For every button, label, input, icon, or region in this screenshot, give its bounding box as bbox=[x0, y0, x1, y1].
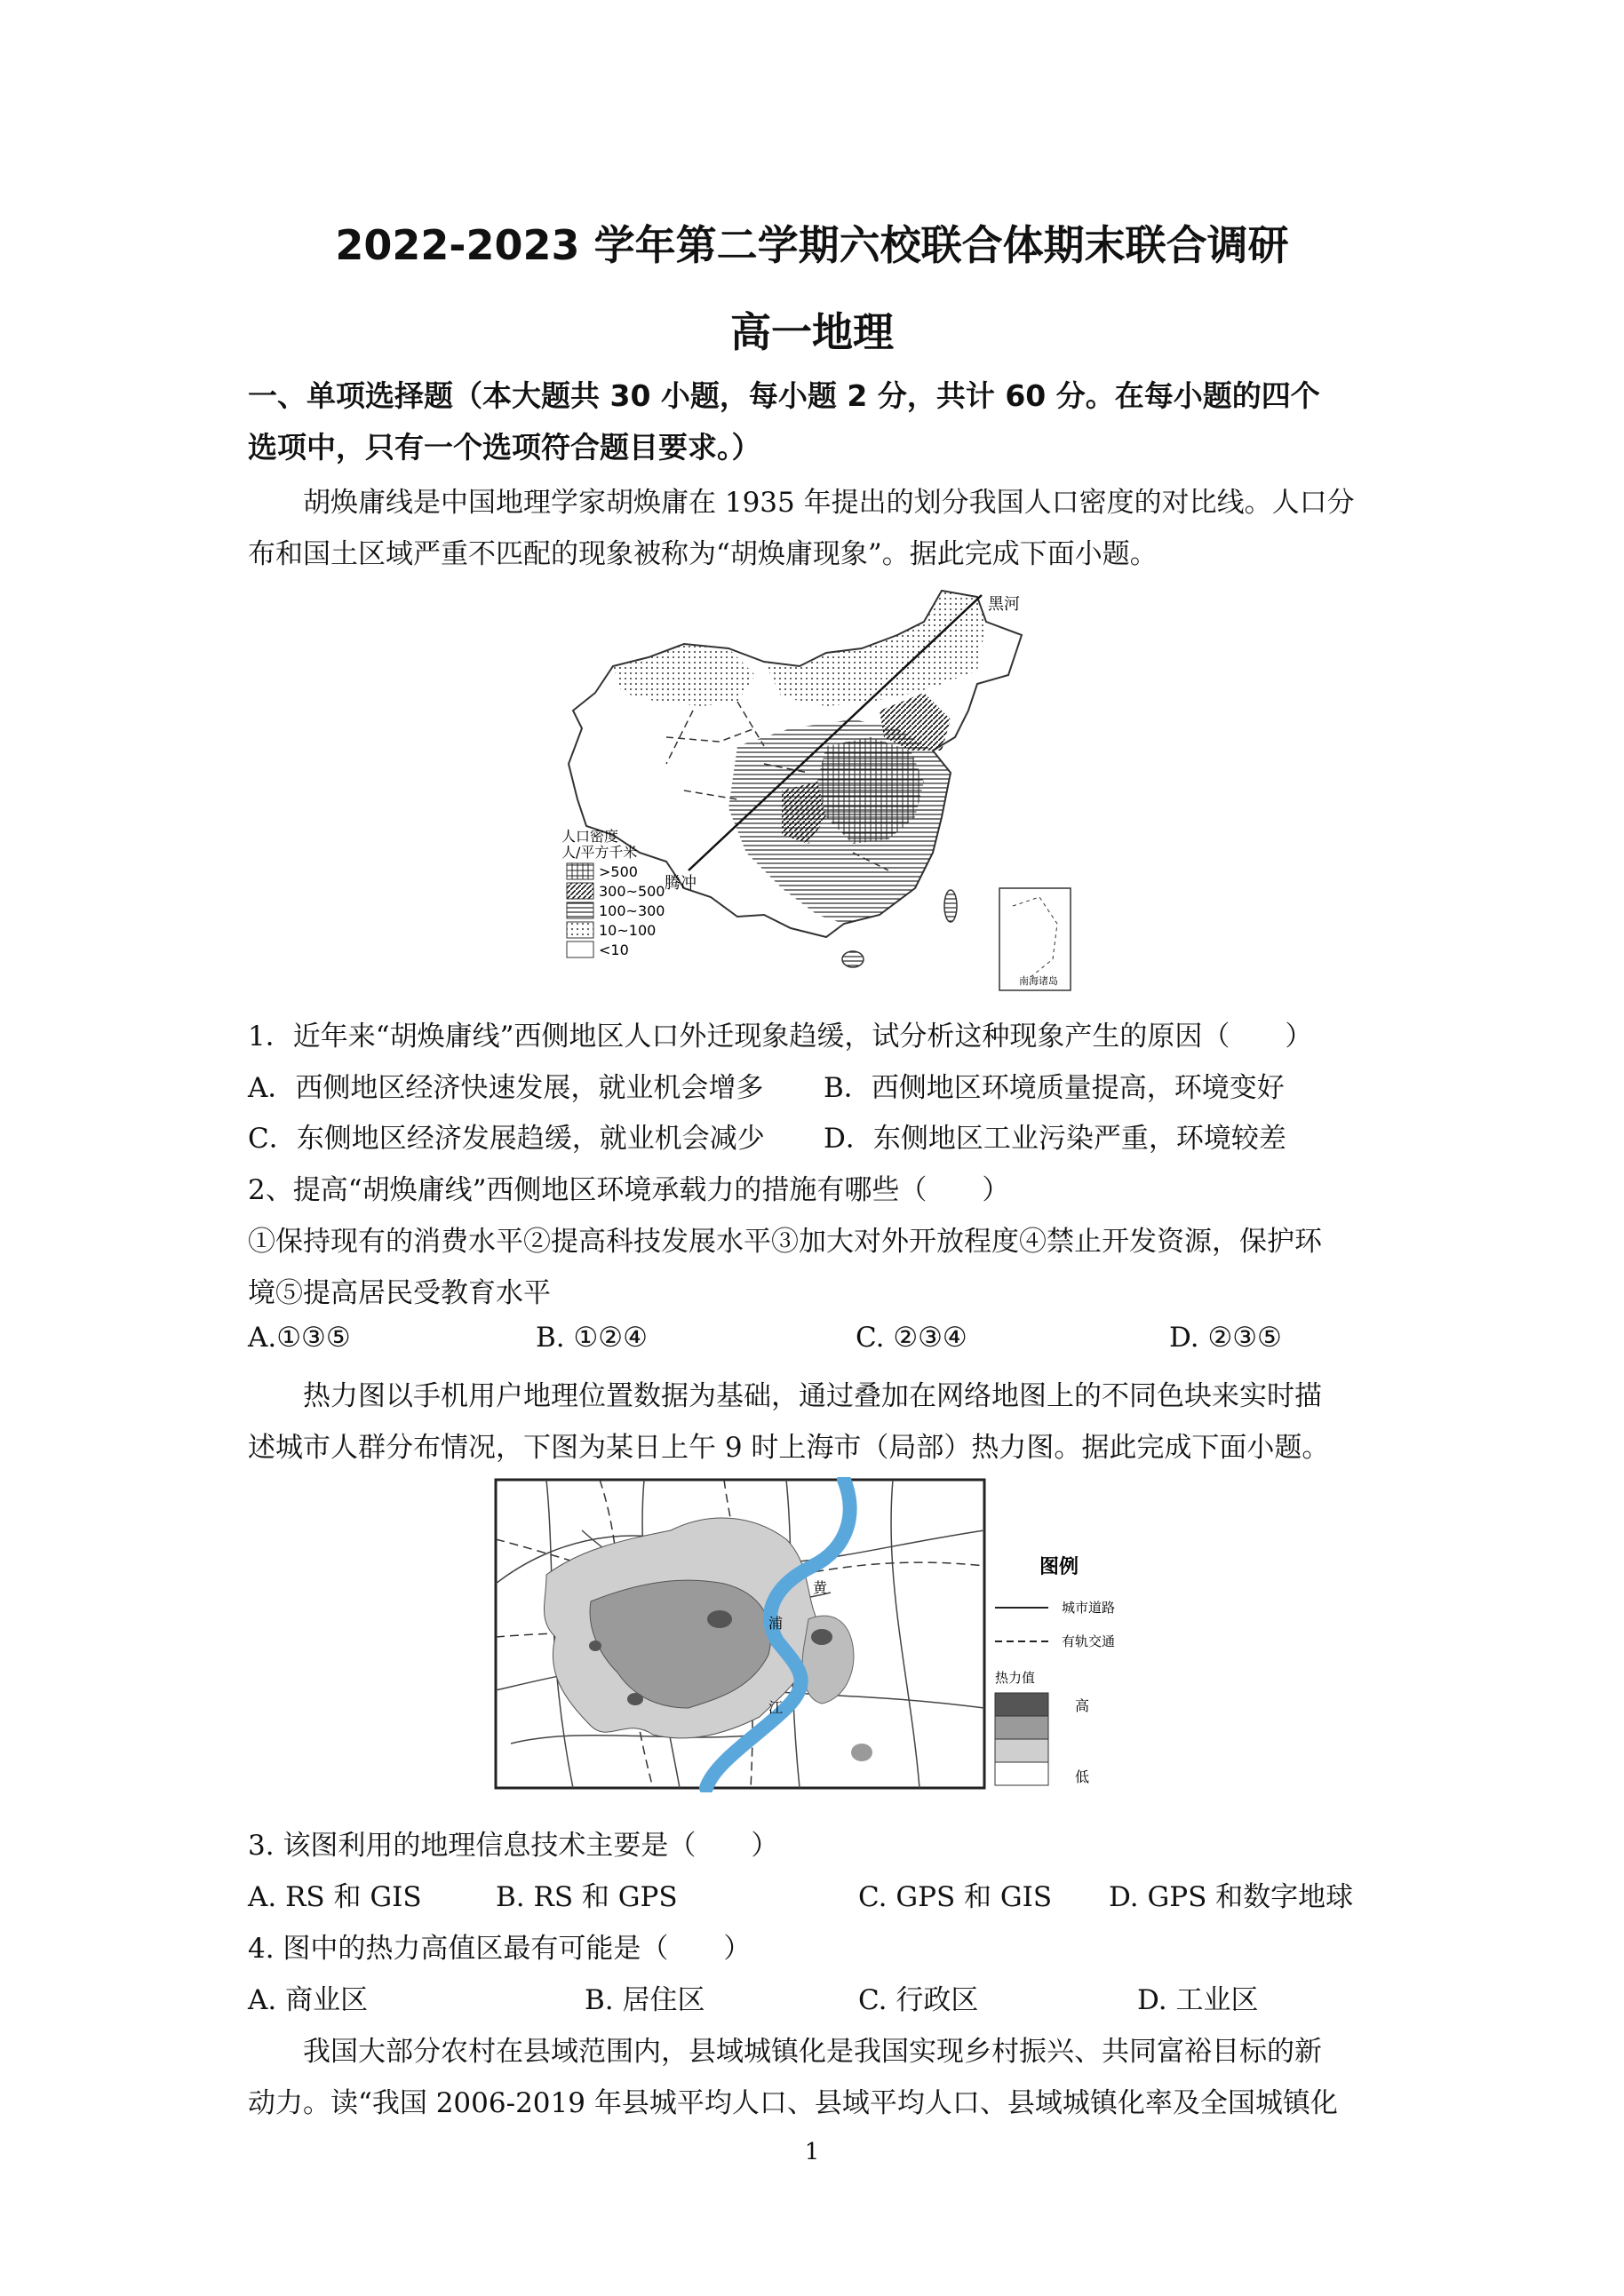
q2-option-c: C. ②③④ bbox=[856, 1322, 967, 1354]
legend-label-1: >500 bbox=[599, 863, 638, 880]
legend-title-2: 人/平方千米 bbox=[561, 844, 638, 861]
exam-title: 2022-2023 学年第二学期六校联合体期末联合调研 bbox=[335, 221, 1289, 269]
legend-high: 高 bbox=[1075, 1697, 1090, 1714]
passage2-line2: 述城市人群分布情况，下图为某日上午 9 时上海市（局部）热力图。据此完成下面小题。 bbox=[248, 1432, 1330, 1464]
legend-heat-4 bbox=[995, 1762, 1048, 1785]
passage3-line2: 动力。读“我国 2006-2019 年县城平均人口、县域平均人口、县域城镇化率及全国城镇化 bbox=[248, 2087, 1338, 2119]
q2-options-line1: ①保持现有的消费水平②提高科技发展水平③加大对外开放程度④禁止开发资源，保护环 bbox=[248, 1226, 1322, 1258]
legend-swatch-3 bbox=[567, 902, 593, 918]
q1-option-b: B．西侧地区环境质量提高，环境变好 bbox=[824, 1072, 1285, 1104]
legend-rail-label: 有轨交通 bbox=[1062, 1633, 1116, 1649]
legend-swatch-2 bbox=[567, 883, 593, 899]
river-char-1: 黄 bbox=[813, 1579, 828, 1596]
q4-option-c: C. 行政区 bbox=[858, 1984, 979, 2016]
legend-title-1: 人口密度 bbox=[561, 828, 619, 845]
legend-label-3: 100~300 bbox=[599, 902, 665, 919]
region-dots-north bbox=[764, 591, 986, 706]
river-char-2: 浦 bbox=[768, 1615, 784, 1632]
q2-option-b: B. ①②④ bbox=[536, 1322, 648, 1354]
legend-heat-1 bbox=[995, 1693, 1048, 1716]
china-population-map bbox=[560, 586, 1075, 995]
passage2-line1: 热力图以手机用户地理位置数据为基础，通过叠加在网络地图上的不同色块来实时描 bbox=[303, 1380, 1322, 1412]
section-heading-line1: 一、单项选择题（本大题共 30 小题，每小题 2 分，共计 60 分。在每小题的四个 bbox=[248, 378, 1320, 413]
heat-hotspot-1 bbox=[707, 1610, 732, 1628]
legend-heat-3 bbox=[995, 1739, 1048, 1762]
heat-hotspot-5 bbox=[851, 1744, 872, 1761]
legend-label-2: 300~500 bbox=[599, 883, 665, 900]
q1-option-d: D．东侧地区工业污染严重，环境较差 bbox=[824, 1123, 1286, 1155]
q3-option-c: C. GPS 和 GIS bbox=[858, 1881, 1053, 1913]
q1-stem: 1．近年来“胡焕庸线”西侧地区人口外迁现象趋缓，试分析这种现象产生的原因（ ） bbox=[248, 1021, 1313, 1053]
label-tengchong: 腾冲 bbox=[665, 874, 697, 893]
legend-road-label: 城市道路 bbox=[1062, 1600, 1116, 1616]
q1-option-c: C．东侧地区经济发展趋缓，就业机会减少 bbox=[248, 1123, 765, 1155]
heat-hotspot-4 bbox=[589, 1641, 601, 1651]
taiwan-island bbox=[944, 890, 957, 922]
label-heihe: 黑河 bbox=[988, 595, 1020, 614]
q2-options-line2: 境⑤提高居民受教育水平 bbox=[248, 1277, 551, 1309]
passage1-line1: 胡焕庸线是中国地理学家胡焕庸在 1935 年提出的划分我国人口密度的对比线。人口分 bbox=[303, 487, 1355, 519]
passage3-line1: 我国大部分农村在县域范围内，县域城镇化是我国实现乡村振兴、共同富裕目标的新 bbox=[303, 2036, 1322, 2068]
map2-legend-title: 图例 bbox=[1039, 1556, 1079, 1578]
q4-option-a: A. 商业区 bbox=[248, 1984, 369, 2016]
q3-option-a: A. RS 和 GIS bbox=[248, 1881, 422, 1913]
page-number: 1 bbox=[804, 2139, 820, 2165]
section-heading-line2: 选项中，只有一个选项符合题目要求。） bbox=[248, 430, 761, 465]
q3-option-d: D. GPS 和数字地球 bbox=[1109, 1881, 1354, 1913]
legend-label-4: 10~100 bbox=[599, 922, 657, 939]
heat-hotspot-2 bbox=[811, 1629, 832, 1645]
shanghai-heat-map bbox=[493, 1477, 1159, 1792]
q4-stem: 4. 图中的热力高值区最有可能是（ ） bbox=[248, 1933, 752, 1965]
legend-low: 低 bbox=[1075, 1768, 1090, 1785]
q3-stem: 3. 该图利用的地理信息技术主要是（ ） bbox=[248, 1830, 779, 1862]
q1-option-a: A．西侧地区经济快速发展，就业机会增多 bbox=[248, 1072, 764, 1104]
legend-swatch-5 bbox=[567, 941, 593, 957]
q2-option-d: D. ②③⑤ bbox=[1169, 1322, 1282, 1354]
river-char-3: 江 bbox=[768, 1699, 784, 1716]
q3-option-b: B. RS 和 GPS bbox=[496, 1881, 678, 1913]
q2-option-a: A.①③⑤ bbox=[248, 1322, 351, 1354]
hainan-island bbox=[842, 951, 864, 967]
legend-label-5: <10 bbox=[599, 941, 629, 958]
subject-title: 高一地理 bbox=[730, 308, 894, 356]
heat-hotspot-3 bbox=[627, 1693, 643, 1705]
q2-stem: 2、提高“胡焕庸线”西侧地区环境承载力的措施有哪些（ ） bbox=[248, 1174, 1010, 1206]
legend-heat-2 bbox=[995, 1716, 1048, 1739]
passage1-line2: 布和国土区域严重不匹配的现象被称为“胡焕庸现象”。据此完成下面小题。 bbox=[248, 538, 1158, 570]
q4-option-d: D. 工业区 bbox=[1137, 1984, 1259, 2016]
inset-label: 南海诸岛 bbox=[1019, 975, 1058, 987]
legend-swatch-4 bbox=[567, 922, 593, 938]
legend-heat-title: 热力值 bbox=[995, 1670, 1036, 1686]
legend-swatch-1 bbox=[567, 863, 593, 879]
q4-option-b: B. 居住区 bbox=[585, 1984, 705, 2016]
region-dots-west bbox=[613, 644, 755, 706]
